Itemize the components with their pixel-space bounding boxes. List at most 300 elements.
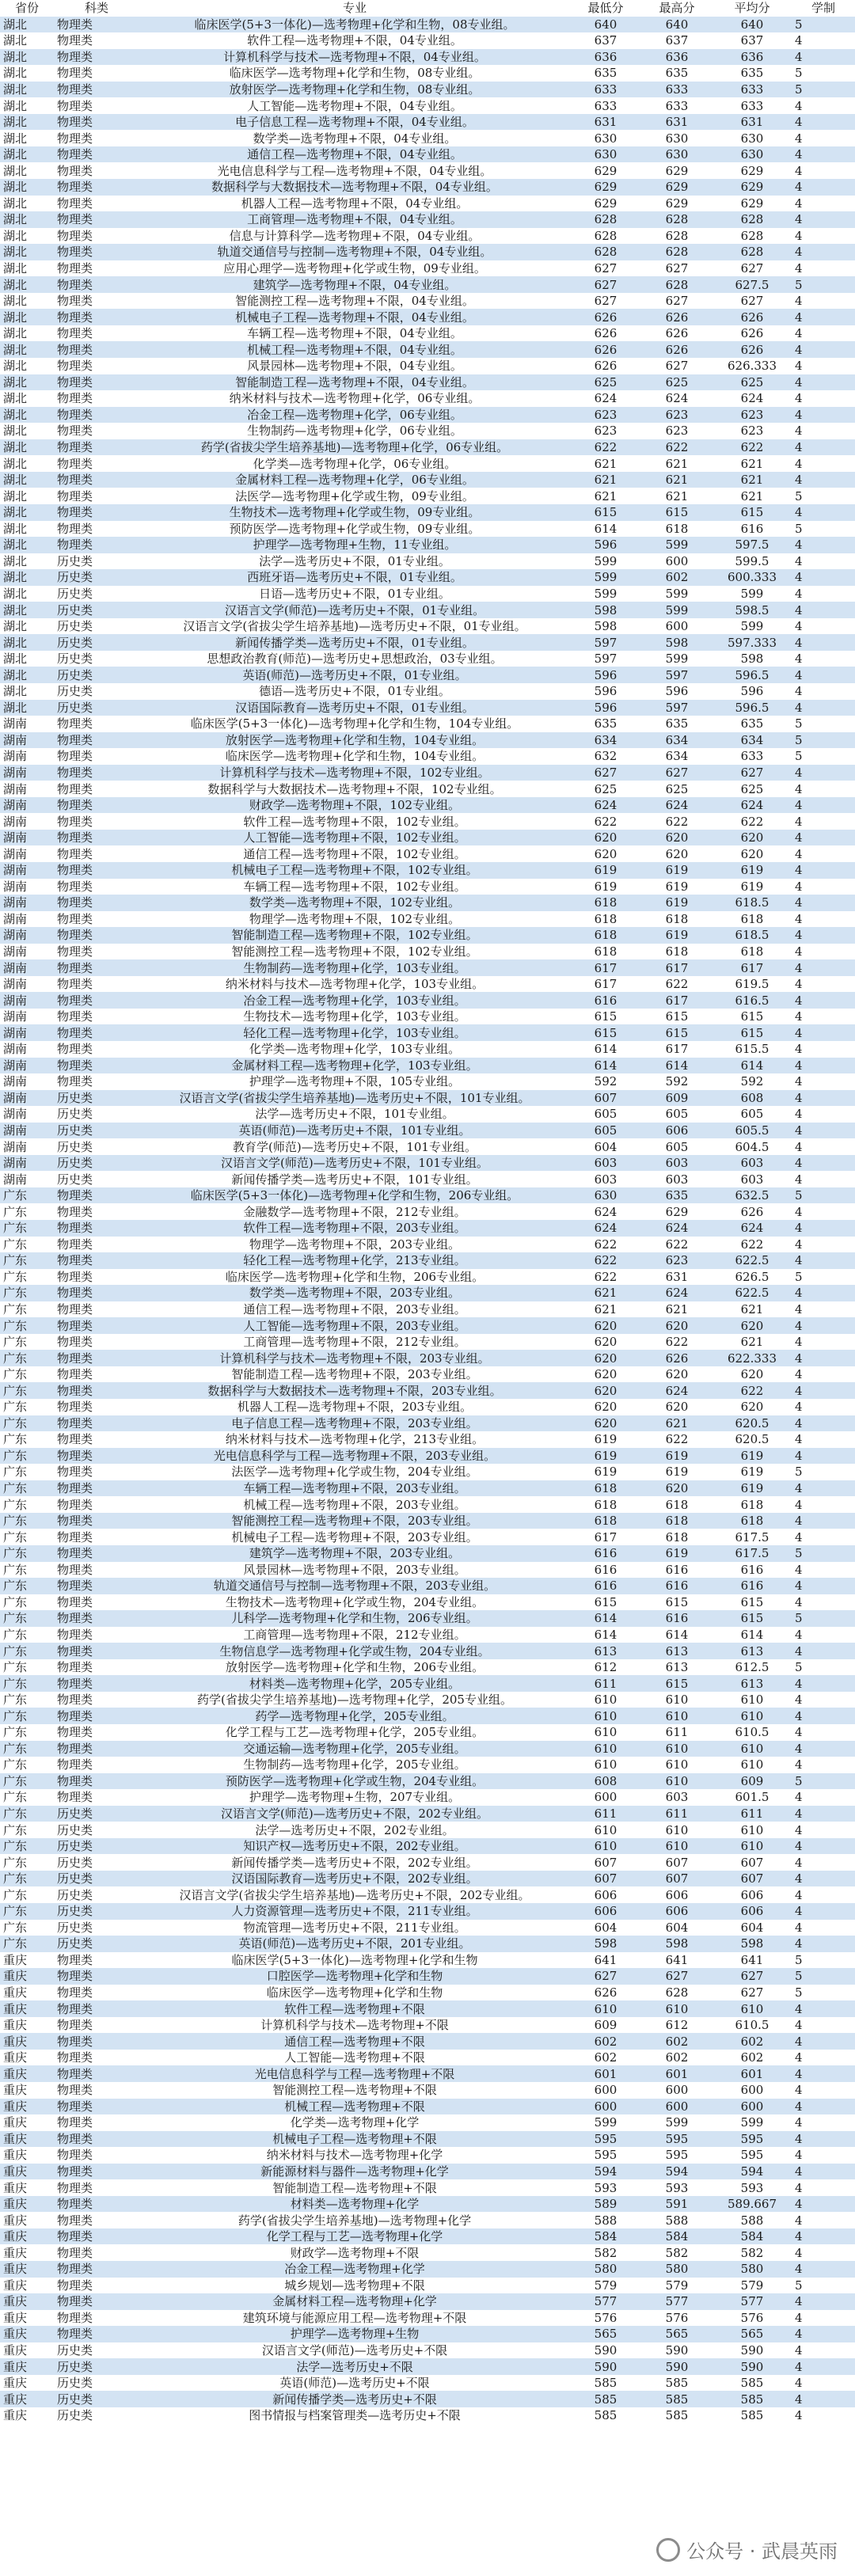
table-row [0, 1708, 855, 1724]
max-score-cell: 599 [641, 537, 712, 553]
max-score-cell: 585 [665, 2408, 689, 2423]
avg-score-cell: 619 [712, 862, 792, 879]
province-cell: 湖北 [3, 196, 28, 211]
province-cell: 湖北 [3, 33, 28, 48]
duration-cell: 4 [795, 2018, 803, 2033]
major-cell: 机械工程—选考物理+不限，04专业组。 [139, 341, 570, 358]
table-row [0, 1399, 855, 1415]
avg-score-cell: 596.5 [712, 667, 792, 683]
duration-cell: 5 [795, 749, 803, 764]
min-score-cell: 594 [570, 2164, 641, 2180]
max-score-cell: 625 [665, 781, 689, 796]
table-row [0, 276, 855, 293]
province-cell: 湖南 [3, 1009, 28, 1024]
province-cell: 湖北 [0, 700, 54, 716]
major-cell: 护理学—选考物理+生物，207专业组。 [249, 1790, 461, 1805]
max-score-cell: 621 [665, 456, 689, 471]
min-score-cell: 595 [570, 2131, 641, 2148]
avg-score-cell: 615.5 [735, 1042, 770, 1057]
min-score-cell: 624 [570, 797, 641, 814]
avg-score-cell: 629 [740, 196, 764, 211]
duration-cell: 4 [792, 407, 855, 424]
min-score-cell: 640 [570, 17, 641, 33]
province-cell: 重庆 [3, 2213, 28, 2228]
major-cell: 人工智能—选考物理+不限，203专业组。 [139, 1317, 570, 1334]
max-score-cell: 599 [665, 586, 689, 601]
major-cell: 图书情报与档案管理类—选考历史+不限 [249, 2408, 461, 2423]
province-cell: 湖北 [0, 407, 54, 424]
province-cell: 湖北 [3, 66, 28, 81]
duration-cell: 4 [795, 977, 803, 992]
max-score-cell: 610 [641, 1741, 712, 1757]
province-cell: 湖北 [0, 49, 54, 66]
max-score-cell: 624 [641, 797, 712, 814]
table-row [0, 1220, 855, 1237]
max-score-cell: 620 [665, 1400, 689, 1415]
major-cell: 汉语言文学(省拔尖学生培养基地)—选考历史+不限，01专业组。 [183, 619, 526, 634]
province-cell: 广东 [3, 1269, 28, 1284]
max-score-cell: 635 [665, 66, 689, 81]
province-cell: 重庆 [3, 2343, 28, 2358]
avg-score-cell: 628 [712, 244, 792, 260]
major-cell: 软件工程—选考物理+不限，04专业组。 [247, 33, 462, 48]
duration-cell: 4 [795, 846, 803, 861]
table-row [0, 716, 855, 732]
duration-cell: 4 [792, 1123, 855, 1139]
min-score-cell: 603 [594, 1172, 618, 1187]
table-row [0, 1285, 855, 1301]
max-score-cell: 615 [641, 1675, 712, 1692]
min-score-cell: 616 [570, 1545, 641, 1562]
category-cell: 物理类 [57, 1985, 93, 2000]
province-cell: 湖北 [0, 569, 54, 586]
category-cell: 物理类 [57, 1497, 93, 1512]
province-cell: 重庆 [0, 2358, 54, 2375]
category-cell: 物理类 [57, 781, 93, 796]
duration-cell: 4 [795, 2083, 803, 2098]
category-cell: 物理类 [54, 2326, 139, 2342]
avg-score-cell: 628 [712, 211, 792, 228]
min-score-cell: 614 [570, 1610, 641, 1627]
avg-score-cell: 622.5 [712, 1285, 792, 1301]
major-cell: 金属材料工程—选考物理+化学，06专业组。 [139, 472, 570, 488]
duration-cell: 4 [792, 1058, 855, 1074]
major-cell: 智能测控工程—选考物理+不限，203专业组。 [139, 1513, 570, 1529]
avg-score-cell: 619.5 [735, 977, 770, 992]
province-cell: 湖北 [0, 82, 54, 98]
province-cell: 广东 [3, 1920, 28, 1935]
duration-cell: 4 [792, 927, 855, 944]
max-score-cell: 622 [641, 439, 712, 456]
max-score-cell: 629 [665, 196, 689, 211]
max-score-cell: 631 [665, 1269, 689, 1284]
category-cell: 物理类 [54, 1350, 139, 1366]
table-row [0, 2342, 855, 2359]
max-score-cell: 612 [665, 2018, 689, 2033]
category-cell: 物理类 [57, 359, 93, 374]
category-cell: 物理类 [57, 911, 93, 926]
category-cell: 历史类 [57, 553, 93, 568]
major-cell: 车辆工程—选考物理+不限，102专业组。 [243, 879, 466, 894]
duration-cell: 4 [792, 2131, 855, 2148]
avg-score-cell: 616 [740, 521, 764, 536]
duration-cell: 4 [792, 1220, 855, 1237]
avg-score-cell: 622 [740, 1237, 764, 1252]
major-cell: 化学工程与工艺—选考物理+化学，205专业组。 [225, 1725, 484, 1740]
major-cell: 轻化工程—选考物理+化学，103专业组。 [139, 1024, 570, 1041]
min-score-cell: 599 [594, 553, 618, 568]
province-cell: 广东 [3, 1465, 28, 1480]
category-cell: 物理类 [57, 814, 93, 829]
avg-score-cell: 606 [712, 1903, 792, 1920]
duration-cell: 5 [792, 1187, 855, 1204]
category-cell: 物理类 [57, 1660, 93, 1675]
major-cell: 智能制造工程—选考物理+不限，04专业组。 [139, 374, 570, 391]
max-score-cell: 617 [641, 959, 712, 976]
min-score-cell: 635 [594, 66, 618, 81]
table-row [0, 927, 855, 944]
min-score-cell: 619 [570, 1448, 641, 1465]
major-cell: 知识产权—选考历史+不限，202专业组。 [139, 1838, 570, 1855]
major-cell: 人力资源管理—选考历史+不限，211专业组。 [139, 1903, 570, 1920]
avg-score-cell: 585 [740, 2408, 764, 2423]
duration-cell: 5 [792, 1545, 855, 1562]
table-row [0, 813, 855, 830]
min-score-cell: 629 [594, 163, 618, 178]
max-score-cell: 588 [665, 2213, 689, 2228]
major-cell: 机械电子工程—选考物理+不限，04专业组。 [139, 309, 570, 325]
province-cell: 广东 [3, 1594, 28, 1609]
max-score-cell: 623 [665, 424, 689, 439]
avg-score-cell: 623 [740, 424, 764, 439]
duration-cell: 4 [792, 569, 855, 586]
duration-cell: 5 [795, 521, 803, 536]
avg-score-cell: 627 [740, 294, 764, 309]
major-cell: 风景园林—选考物理+不限，04专业组。 [247, 359, 462, 374]
table-row [0, 423, 855, 439]
province-cell: 广东 [3, 1237, 28, 1252]
province-cell: 广东 [0, 1773, 54, 1790]
max-score-cell: 619 [641, 1545, 712, 1562]
duration-cell: 4 [792, 1806, 855, 1822]
min-score-cell: 633 [570, 82, 641, 98]
min-score-cell: 588 [594, 2213, 618, 2228]
max-score-cell: 621 [641, 472, 712, 488]
avg-score-cell: 621 [740, 488, 764, 503]
province-cell: 湖北 [0, 179, 54, 196]
province-cell: 广东 [3, 1757, 28, 1772]
avg-score-cell: 580 [712, 2261, 792, 2278]
min-score-cell: 615 [570, 1024, 641, 1041]
min-score-cell: 628 [570, 211, 641, 228]
duration-cell: 4 [795, 1172, 803, 1187]
duration-cell: 4 [792, 862, 855, 879]
major-cell: 药学(省拔尖学生培养基地)—选考物理+化学，06专业组。 [139, 439, 570, 456]
min-score-cell: 606 [594, 1887, 618, 1902]
province-cell: 广东 [0, 1578, 54, 1594]
province-cell: 湖南 [3, 911, 28, 926]
category-cell: 物理类 [54, 17, 139, 33]
min-score-cell: 615 [594, 1594, 618, 1609]
max-score-cell: 603 [665, 1790, 689, 1805]
major-cell: 智能测控工程—选考物理+不限，04专业组。 [235, 294, 474, 309]
max-score-cell: 621 [665, 1302, 689, 1317]
province-cell: 广东 [0, 1285, 54, 1301]
province-cell: 广东 [0, 1480, 54, 1497]
province-cell: 湖北 [0, 211, 54, 228]
table-row [0, 830, 855, 846]
category-cell: 物理类 [57, 228, 93, 243]
min-score-cell: 590 [570, 2358, 641, 2375]
major-cell: 纳米材料与技术—选考物理+化学 [266, 2148, 443, 2163]
max-score-cell: 618 [665, 1529, 689, 1544]
province-cell: 湖南 [0, 959, 54, 976]
category-cell: 物理类 [57, 391, 93, 406]
avg-score-cell: 577 [712, 2293, 792, 2310]
avg-score-cell: 604.5 [735, 1139, 770, 1154]
avg-score-cell: 622 [712, 439, 792, 456]
duration-cell: 5 [792, 17, 855, 33]
avg-score-cell: 620 [712, 1317, 792, 1334]
table-row [0, 504, 855, 521]
table-row [0, 1952, 855, 1969]
column-header: 省份 [14, 1, 39, 16]
duration-cell: 4 [792, 146, 855, 163]
column-header: 科类 [84, 1, 108, 16]
table-row [0, 455, 855, 472]
min-score-cell: 620 [570, 830, 641, 846]
duration-cell: 5 [792, 1773, 855, 1790]
min-score-cell: 615 [570, 504, 641, 521]
province-cell: 湖南 [0, 1058, 54, 1074]
major-cell: 临床医学(5+3一体化)—选考物理+化学和生物 [231, 1952, 478, 1967]
table-row [0, 2228, 855, 2245]
max-score-cell: 628 [641, 244, 712, 260]
major-cell: 机器人工程—选考物理+不限，203专业组。 [237, 1400, 473, 1415]
category-cell: 物理类 [57, 749, 93, 764]
major-cell: 数据科学与大数据技术—选考物理+不限，04专业组。 [139, 179, 570, 196]
max-score-cell: 618 [665, 944, 689, 959]
duration-cell: 4 [795, 2408, 803, 2423]
province-cell: 湖北 [3, 294, 28, 309]
min-score-cell: 632 [594, 749, 618, 764]
max-score-cell: 622 [665, 814, 689, 829]
avg-score-cell: 619 [712, 1480, 792, 1497]
max-score-cell: 626 [641, 341, 712, 358]
table-row [0, 2244, 855, 2261]
max-score-cell: 610 [665, 1822, 689, 1837]
max-score-cell: 579 [665, 2278, 689, 2293]
category-cell: 历史类 [54, 2358, 139, 2375]
major-cell: 机械电子工程—选考物理+不限 [139, 2131, 570, 2148]
min-score-cell: 633 [594, 98, 618, 113]
max-score-cell: 598 [641, 1936, 712, 1952]
min-score-cell: 606 [570, 1903, 641, 1920]
province-cell: 湖北 [0, 537, 54, 553]
table-row [0, 309, 855, 325]
major-cell: 轻化工程—选考物理+化学，213专业组。 [139, 1252, 570, 1269]
max-score-cell: 623 [641, 407, 712, 424]
category-cell: 历史类 [54, 569, 139, 586]
duration-cell: 4 [795, 1139, 803, 1154]
min-score-cell: 628 [570, 244, 641, 260]
table-row [0, 2147, 855, 2164]
avg-score-cell: 589.667 [712, 2196, 792, 2213]
max-score-cell: 629 [665, 163, 689, 178]
avg-score-cell: 635 [740, 66, 764, 81]
table-row [0, 341, 855, 358]
province-cell: 湖南 [3, 977, 28, 992]
table-row [0, 1090, 855, 1107]
duration-cell: 4 [795, 2180, 803, 2195]
duration-cell: 4 [795, 1302, 803, 1317]
province-cell: 重庆 [3, 1985, 28, 2000]
duration-cell: 4 [792, 1155, 855, 1172]
table-row [0, 17, 855, 33]
avg-score-cell: 612.5 [735, 1660, 770, 1675]
avg-score-cell: 630 [712, 146, 792, 163]
table-row [0, 1431, 855, 1448]
duration-cell: 4 [792, 211, 855, 228]
min-score-cell: 617 [594, 1529, 618, 1544]
category-cell: 历史类 [54, 700, 139, 716]
duration-cell: 4 [792, 2065, 855, 2082]
duration-cell: 4 [795, 1335, 803, 1350]
province-cell: 重庆 [3, 2148, 28, 2163]
min-score-cell: 620 [594, 1335, 618, 1350]
table-row [0, 390, 855, 407]
duration-cell: 4 [795, 2148, 803, 2163]
table-row [0, 211, 855, 228]
major-cell: 轨道交通信号与控制—选考物理+不限，04专业组。 [139, 244, 570, 260]
avg-score-cell: 629 [712, 179, 792, 196]
table-body [0, 17, 855, 2424]
max-score-cell: 628 [665, 1985, 689, 2000]
avg-score-cell: 617.5 [712, 1545, 792, 1562]
table-row [0, 862, 855, 879]
max-score-cell: 605 [665, 1139, 689, 1154]
min-score-cell: 619 [594, 1432, 618, 1447]
min-score-cell: 627 [570, 1968, 641, 1985]
table-row [0, 569, 855, 586]
major-cell: 智能制造工程—选考物理+不限，102专业组。 [139, 927, 570, 944]
table-row [0, 651, 855, 667]
major-cell: 汉语言文学(师范)—选考历史+不限 [261, 2343, 448, 2358]
major-cell: 放射医学—选考物理+化学和生物，206专业组。 [225, 1660, 484, 1675]
max-score-cell: 598 [641, 634, 712, 651]
min-score-cell: 624 [594, 391, 618, 406]
avg-score-cell: 618 [740, 944, 764, 959]
avg-score-cell: 596 [740, 684, 764, 699]
province-cell: 重庆 [3, 2115, 28, 2130]
avg-score-cell: 598 [740, 652, 764, 667]
watermark-text: 公众号 · 武晨英雨 [686, 2540, 838, 2563]
avg-score-cell: 565 [712, 2326, 792, 2342]
category-cell: 物理类 [57, 98, 93, 113]
max-score-cell: 611 [641, 1806, 712, 1822]
province-cell: 湖北 [3, 163, 28, 178]
category-cell: 物理类 [57, 2245, 93, 2260]
duration-cell: 4 [792, 2033, 855, 2050]
province-cell: 重庆 [0, 2391, 54, 2407]
major-cell: 计算机科学与技术—选考物理+不限 [260, 2018, 449, 2033]
major-cell: 人工智能—选考物理+不限 [284, 2050, 425, 2065]
min-score-cell: 629 [594, 196, 618, 211]
max-score-cell: 618 [665, 521, 689, 536]
min-score-cell: 620 [594, 1400, 618, 1415]
table-row [0, 130, 855, 146]
category-cell: 物理类 [57, 261, 93, 276]
max-score-cell: 633 [641, 82, 712, 98]
avg-score-cell: 610 [740, 1822, 764, 1837]
avg-score-cell: 613 [712, 1643, 792, 1659]
min-score-cell: 596 [570, 667, 641, 683]
major-cell: 法学—选考历史+不限，202专业组。 [255, 1822, 454, 1837]
category-cell: 物理类 [54, 1220, 139, 1237]
max-score-cell: 603 [641, 1155, 712, 1172]
category-cell: 物理类 [57, 1204, 93, 1219]
avg-score-cell: 598 [712, 1936, 792, 1952]
province-cell: 重庆 [3, 2180, 28, 2195]
major-cell: 放射医学—选考物理+化学和生物，104专业组。 [139, 732, 570, 749]
category-cell: 物理类 [54, 862, 139, 879]
table-row [0, 2131, 855, 2148]
table-row [0, 845, 855, 862]
major-cell: 物理学—选考物理+不限，203专业组。 [249, 1237, 461, 1252]
major-cell: 数据科学与大数据技术—选考物理+不限，102专业组。 [207, 781, 502, 796]
category-cell: 历史类 [54, 1936, 139, 1952]
duration-cell: 4 [795, 228, 803, 243]
max-score-cell: 601 [641, 2065, 712, 2082]
category-cell: 物理类 [54, 2099, 139, 2115]
min-score-cell: 612 [594, 1660, 618, 1675]
major-cell: 机器人工程—选考物理+不限，04专业组。 [241, 196, 469, 211]
table-row [0, 1627, 855, 1643]
duration-cell: 4 [792, 49, 855, 66]
category-cell: 物理类 [57, 977, 93, 992]
major-cell: 护理学—选考物理+生物，11专业组。 [139, 537, 570, 553]
avg-score-cell: 624 [712, 797, 792, 814]
table-row [0, 1578, 855, 1594]
max-score-cell: 606 [641, 1123, 712, 1139]
min-score-cell: 622 [594, 814, 618, 829]
category-cell: 物理类 [57, 716, 93, 731]
major-cell: 英语(师范)—选考历史+不限，201专业组。 [139, 1936, 570, 1952]
avg-score-cell: 605.5 [712, 1123, 792, 1139]
major-cell: 工商管理—选考物理+不限，04专业组。 [139, 211, 570, 228]
table-row [0, 2065, 855, 2082]
avg-score-cell: 602 [740, 2050, 764, 2065]
major-cell: 药学(省拔尖学生培养基地)—选考物理+化学，205专业组。 [197, 1693, 512, 1708]
major-cell: 机械电子工程—选考物理+不限，102专业组。 [139, 862, 570, 879]
min-score-cell: 627 [594, 294, 618, 309]
column-header: 平均分 [734, 1, 770, 16]
major-cell: 临床医学(5+3一体化)—选考物理+化学和生物，08专业组。 [139, 17, 570, 33]
category-cell: 物理类 [54, 374, 139, 391]
min-score-cell: 593 [594, 2180, 618, 2195]
major-cell: 数据科学与大数据技术—选考物理+不限，203专业组。 [139, 1382, 570, 1399]
avg-score-cell: 630 [740, 131, 764, 146]
major-cell: 汉语言文学(师范)—选考历史+不限，202专业组。 [139, 1806, 570, 1822]
duration-cell: 4 [792, 2196, 855, 2213]
table-row [0, 1822, 855, 1838]
max-score-cell: 624 [641, 1285, 712, 1301]
wechat-logo-icon [656, 2538, 680, 2562]
min-score-cell: 580 [570, 2261, 641, 2278]
table-row [0, 1317, 855, 1334]
duration-cell: 4 [792, 439, 855, 456]
category-cell: 历史类 [54, 1838, 139, 1855]
